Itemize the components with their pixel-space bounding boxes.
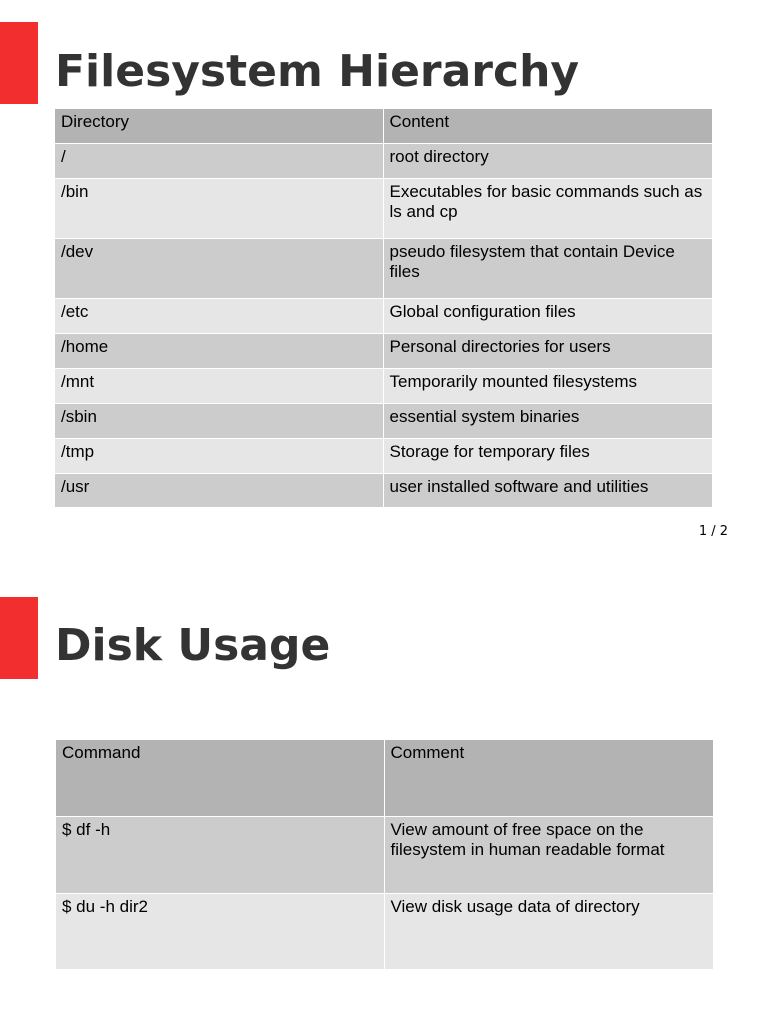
content-cell: essential system binaries bbox=[383, 403, 712, 438]
slide2-accent-bar bbox=[0, 597, 38, 679]
disk-usage-table bbox=[56, 740, 713, 970]
table-header-row bbox=[55, 109, 712, 143]
table-row bbox=[55, 298, 712, 333]
table-row bbox=[55, 178, 712, 238]
content-cell: Executables for basic commands such as ls and cp bbox=[383, 178, 712, 238]
column-header-directory: Directory bbox=[55, 109, 383, 143]
content-cell: Storage for temporary files bbox=[383, 438, 712, 473]
content-cell: root directory bbox=[383, 143, 712, 178]
table-row bbox=[55, 143, 712, 178]
table-row bbox=[55, 473, 712, 507]
directory-cell: /etc bbox=[55, 298, 383, 333]
slide2-title: Disk Usage bbox=[55, 620, 331, 671]
directory-cell: /mnt bbox=[55, 368, 383, 403]
table-row bbox=[55, 368, 712, 403]
content-cell: Temporarily mounted filesystems bbox=[383, 368, 712, 403]
content-cell: pseudo filesystem that contain Device files bbox=[383, 238, 712, 298]
directory-cell: /sbin bbox=[55, 403, 383, 438]
content-cell: Personal directories for users bbox=[383, 333, 712, 368]
command-cell: $ df -h bbox=[56, 816, 384, 893]
table-header-row bbox=[56, 740, 713, 816]
comment-cell: View amount of free space on the filesystem in human readable format bbox=[384, 816, 713, 893]
column-header-content: Content bbox=[383, 109, 712, 143]
table-row bbox=[55, 403, 712, 438]
directory-cell: /bin bbox=[55, 178, 383, 238]
content-cell: Global configuration files bbox=[383, 298, 712, 333]
table-row bbox=[55, 238, 712, 298]
table-row bbox=[55, 438, 712, 473]
column-header-comment: Comment bbox=[384, 740, 713, 816]
directory-cell: / bbox=[55, 143, 383, 178]
directory-cell: /tmp bbox=[55, 438, 383, 473]
directory-cell: /dev bbox=[55, 238, 383, 298]
directory-cell: /usr bbox=[55, 473, 383, 507]
comment-cell: View disk usage data of directory bbox=[384, 893, 713, 969]
filesystem-table bbox=[55, 109, 712, 508]
slide1-title: Filesystem Hierarchy bbox=[55, 46, 580, 97]
table-row bbox=[56, 816, 713, 893]
slide1-accent-bar bbox=[0, 22, 38, 104]
content-cell: user installed software and utilities bbox=[383, 473, 712, 507]
page-number: 1 / 2 bbox=[698, 524, 728, 539]
table-row bbox=[56, 893, 713, 969]
column-header-command: Command bbox=[56, 740, 384, 816]
table-row bbox=[55, 333, 712, 368]
directory-cell: /home bbox=[55, 333, 383, 368]
command-cell: $ du -h dir2 bbox=[56, 893, 384, 969]
